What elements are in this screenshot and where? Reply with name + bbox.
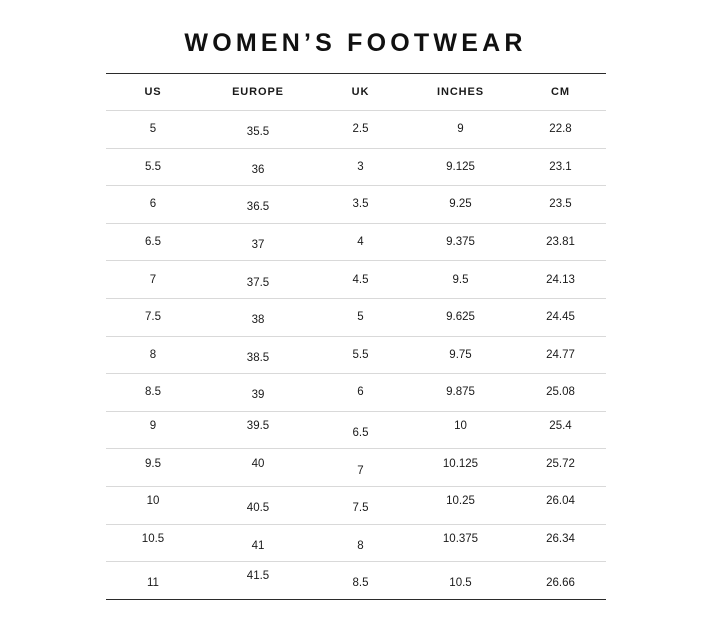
table-row bbox=[106, 486, 606, 524]
cell-cm: 22.8 bbox=[516, 111, 606, 149]
column-header-uk: UK bbox=[316, 74, 406, 111]
cell-us: 8 bbox=[106, 336, 201, 374]
cell-inches: 9.5 bbox=[406, 261, 516, 299]
cell-uk: 2.5 bbox=[316, 111, 406, 149]
column-header-us: US bbox=[106, 74, 201, 111]
cell-us: 10 bbox=[106, 482, 201, 520]
cell-europe: 38.5 bbox=[201, 339, 316, 377]
size-table-container bbox=[106, 58, 606, 600]
cell-cm: 23.81 bbox=[516, 223, 606, 261]
cell-inches: 10.375 bbox=[406, 520, 516, 558]
cell-us: 7.5 bbox=[106, 298, 201, 336]
cell-europe: 41.5 bbox=[201, 558, 316, 596]
cell-us: 5 bbox=[106, 111, 201, 149]
table-row bbox=[106, 261, 606, 299]
table-row bbox=[106, 411, 606, 449]
cell-europe: 37.5 bbox=[201, 264, 316, 302]
cell-uk: 6 bbox=[316, 374, 406, 412]
table-header-row bbox=[106, 74, 606, 111]
column-header-inches: INCHES bbox=[406, 74, 516, 111]
cell-cm: 26.34 bbox=[516, 520, 606, 558]
cell-uk: 7.5 bbox=[316, 489, 406, 527]
cell-uk: 5 bbox=[316, 298, 406, 336]
cell-uk: 8 bbox=[316, 527, 406, 565]
cell-europe: 40.5 bbox=[201, 489, 316, 527]
cell-uk: 3 bbox=[316, 148, 406, 186]
cell-us: 6.5 bbox=[106, 223, 201, 261]
cell-europe: 36.5 bbox=[201, 189, 316, 227]
cell-uk: 4 bbox=[316, 223, 406, 261]
cell-cm: 25.72 bbox=[516, 445, 606, 483]
table-header bbox=[106, 74, 606, 111]
cell-inches: 9.75 bbox=[406, 336, 516, 374]
cell-inches: 9.875 bbox=[406, 374, 516, 412]
table-row bbox=[106, 374, 606, 412]
cell-us: 8.5 bbox=[106, 374, 201, 412]
cell-inches: 9.25 bbox=[406, 186, 516, 224]
cell-cm: 25.08 bbox=[516, 374, 606, 412]
table-row bbox=[106, 223, 606, 261]
cell-uk: 6.5 bbox=[316, 414, 406, 452]
cell-uk: 7 bbox=[316, 452, 406, 490]
table-row bbox=[106, 298, 606, 336]
cell-uk: 4.5 bbox=[316, 261, 406, 299]
table-row bbox=[106, 148, 606, 186]
cell-europe: 40 bbox=[201, 445, 316, 483]
table-row bbox=[106, 186, 606, 224]
cell-cm: 23.1 bbox=[516, 148, 606, 186]
cell-inches: 9.625 bbox=[406, 298, 516, 336]
table-row bbox=[106, 524, 606, 562]
cell-europe: 36 bbox=[201, 151, 316, 189]
cell-inches: 9.125 bbox=[406, 148, 516, 186]
cell-us: 9.5 bbox=[106, 445, 201, 483]
cell-cm: 26.04 bbox=[516, 482, 606, 520]
cell-europe: 39 bbox=[201, 377, 316, 415]
cell-europe: 38 bbox=[201, 301, 316, 339]
cell-us: 7 bbox=[106, 261, 201, 299]
cell-inches: 10.25 bbox=[406, 482, 516, 520]
cell-inches: 10 bbox=[406, 407, 516, 445]
page-title: WOMEN’S FOOTWEAR bbox=[184, 29, 527, 57]
cell-uk: 8.5 bbox=[316, 565, 406, 603]
cell-inches: 9.375 bbox=[406, 223, 516, 261]
size-conversion-table bbox=[106, 73, 606, 600]
cell-us: 6 bbox=[106, 186, 201, 224]
table-body bbox=[106, 111, 606, 600]
cell-cm: 26.66 bbox=[516, 565, 606, 603]
cell-uk: 3.5 bbox=[316, 186, 406, 224]
cell-us: 5.5 bbox=[106, 148, 201, 186]
cell-europe: 37 bbox=[201, 226, 316, 264]
cell-inches: 10.125 bbox=[406, 445, 516, 483]
cell-cm: 25.4 bbox=[516, 407, 606, 445]
table-row bbox=[106, 449, 606, 487]
cell-inches: 10.5 bbox=[406, 565, 516, 603]
cell-cm: 24.77 bbox=[516, 336, 606, 374]
cell-uk: 5.5 bbox=[316, 336, 406, 374]
column-header-europe: EUROPE bbox=[201, 74, 316, 111]
table-row bbox=[106, 562, 606, 600]
table-row bbox=[106, 336, 606, 374]
column-header-cm: CM bbox=[516, 74, 606, 111]
cell-us: 9 bbox=[106, 407, 201, 445]
cell-cm: 24.13 bbox=[516, 261, 606, 299]
cell-cm: 24.45 bbox=[516, 298, 606, 336]
cell-cm: 23.5 bbox=[516, 186, 606, 224]
cell-inches: 9 bbox=[406, 111, 516, 149]
cell-europe: 41 bbox=[201, 527, 316, 565]
cell-us: 11 bbox=[106, 565, 201, 603]
cell-europe: 39.5 bbox=[201, 407, 316, 445]
cell-europe: 35.5 bbox=[201, 114, 316, 152]
cell-us: 10.5 bbox=[106, 520, 201, 558]
table-row bbox=[106, 111, 606, 149]
